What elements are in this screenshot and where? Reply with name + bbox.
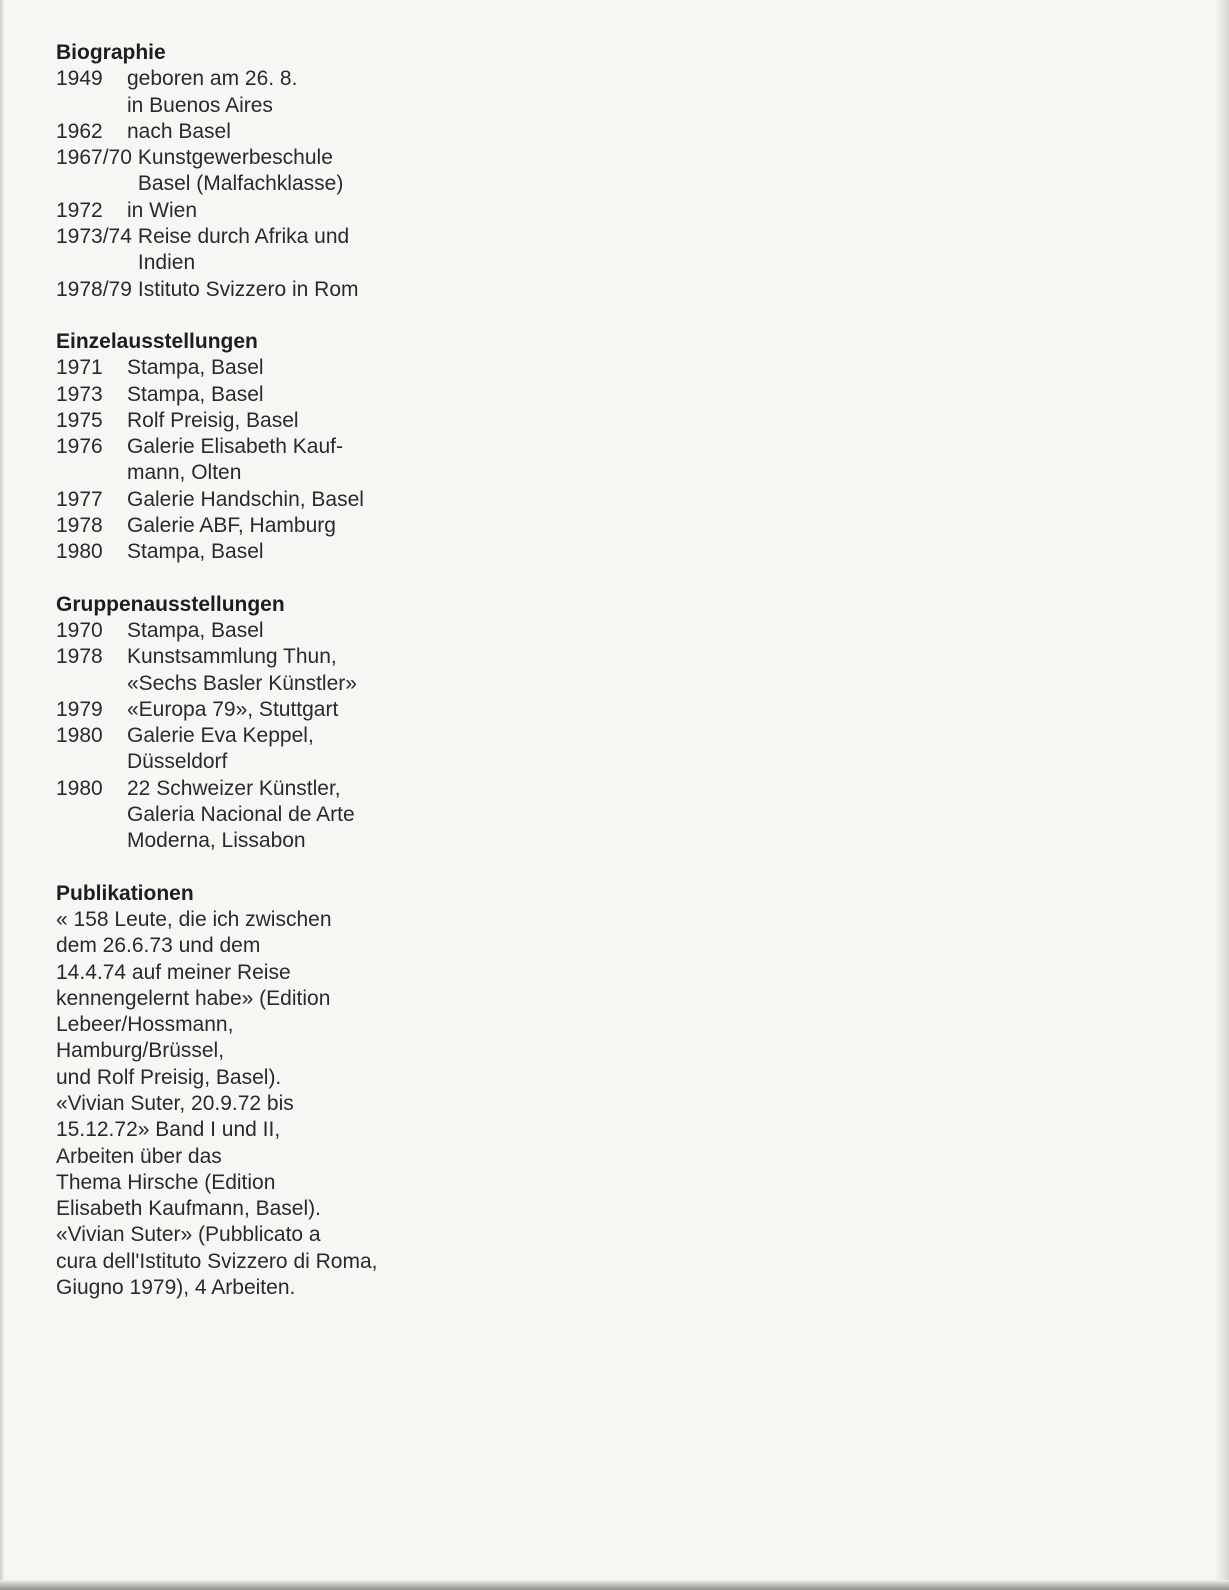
entry-year: 1980 [56,724,103,748]
list-item [56,434,456,487]
entry-text: Kunstsammlung Thun, «Sechs Basler Künstler» [127,645,357,695]
entry-text: Stampa, Basel [127,540,264,564]
list-item [56,408,456,434]
entry-text: Kunstgewerbeschule Basel (Malfachklasse) [137,146,344,196]
entry-year: 1962 [56,119,103,143]
entry-text: in Wien [127,198,198,222]
list-item [56,382,456,408]
section-title: Biographie [56,41,166,64]
list-item [56,119,456,145]
page-edge-left [0,0,4,1590]
entry-year: 1976 [56,435,103,459]
page-edge-bottom [0,1580,1229,1590]
page-edge-right [1215,0,1229,1590]
entry-text: Galerie ABF, Hamburg [127,514,336,538]
entry-text: Stampa, Basel [127,618,264,642]
entry-year: 1967/70 [56,146,132,170]
document-body [56,40,456,1327]
entry-text: Galerie Elisabeth Kauf- mann, Olten [127,435,343,485]
list-item [56,145,456,198]
list-item [56,66,456,119]
entry-text: Reise durch Afrika und Indien [137,225,350,275]
list-item [56,198,456,224]
entry-text: Stampa, Basel [127,356,264,380]
list-item [56,277,456,303]
list-item [56,723,456,776]
list-item [56,513,456,539]
list-item [56,539,456,565]
list-item [56,776,456,855]
entry-text: Galerie Eva Keppel, Düsseldorf [127,724,314,774]
entry-text: Rolf Preisig, Basel [127,408,299,432]
section-title: Publikationen [56,881,194,905]
entry-text: Stampa, Basel [127,382,264,406]
entry-year: 1973 [56,382,103,406]
entry-year: 1978 [56,645,103,669]
entry-year: 1975 [56,408,103,432]
entry-text: 22 Schweizer Künstler, Galeria Nacional de Arte Moderna, Lissabon [127,776,355,853]
list-item [56,644,456,697]
entry-year: 1973/74 [56,225,132,249]
section-einzelausstellungen [56,329,456,566]
section-gruppenausstellungen [56,592,456,855]
entry-year: 1978 [56,514,103,538]
list-item [56,224,456,277]
section-title: Einzelausstellungen [56,329,258,353]
publication-list: « 158 Leute, die ich zwischen dem 26.6.73 und dem 14.4.74 auf meiner Reise kennengelernt habe» (Edition Lebeer/Hossmann, Hamburg/Brüssel, und Rolf Preisig, Basel). «Vivian Suter, 20.9.72 bis 15.12.72» Band I und II, Arbeiten über das Thema Hirsche (Edition Elisabeth Kaufmann, Basel). «Vivian Suter» (Pubblicato a cura dell'Istituto Svizzero di Roma, Giugno 1979), 4 Arbeiten. [56,907,378,1300]
entry-year: 1978/79 [56,277,132,301]
entry-year: 1972 [56,198,103,222]
entry-text: «Europa 79», Stuttgart [127,697,339,721]
list-item [56,487,456,513]
entry-text: nach Basel [127,119,231,143]
entry-year: 1980 [56,540,103,564]
list-item [56,355,456,381]
list-item [56,618,456,644]
entry-text: Galerie Handschin, Basel [127,487,364,511]
entry-year: 1970 [56,618,103,642]
entry-text: Istituto Svizzero in Rom [137,277,359,301]
list-item [56,697,456,723]
entry-year: 1980 [56,776,103,800]
entry-year: 1971 [56,356,103,380]
entry-year: 1949 [56,67,103,91]
entry-text: geboren am 26. 8. in Buenos Aires [127,67,298,117]
section-biographie [56,40,456,303]
entry-year: 1979 [56,697,103,721]
section-title: Gruppenausstellungen [56,592,285,616]
section-publikationen [56,881,456,1302]
entry-year: 1977 [56,487,103,511]
